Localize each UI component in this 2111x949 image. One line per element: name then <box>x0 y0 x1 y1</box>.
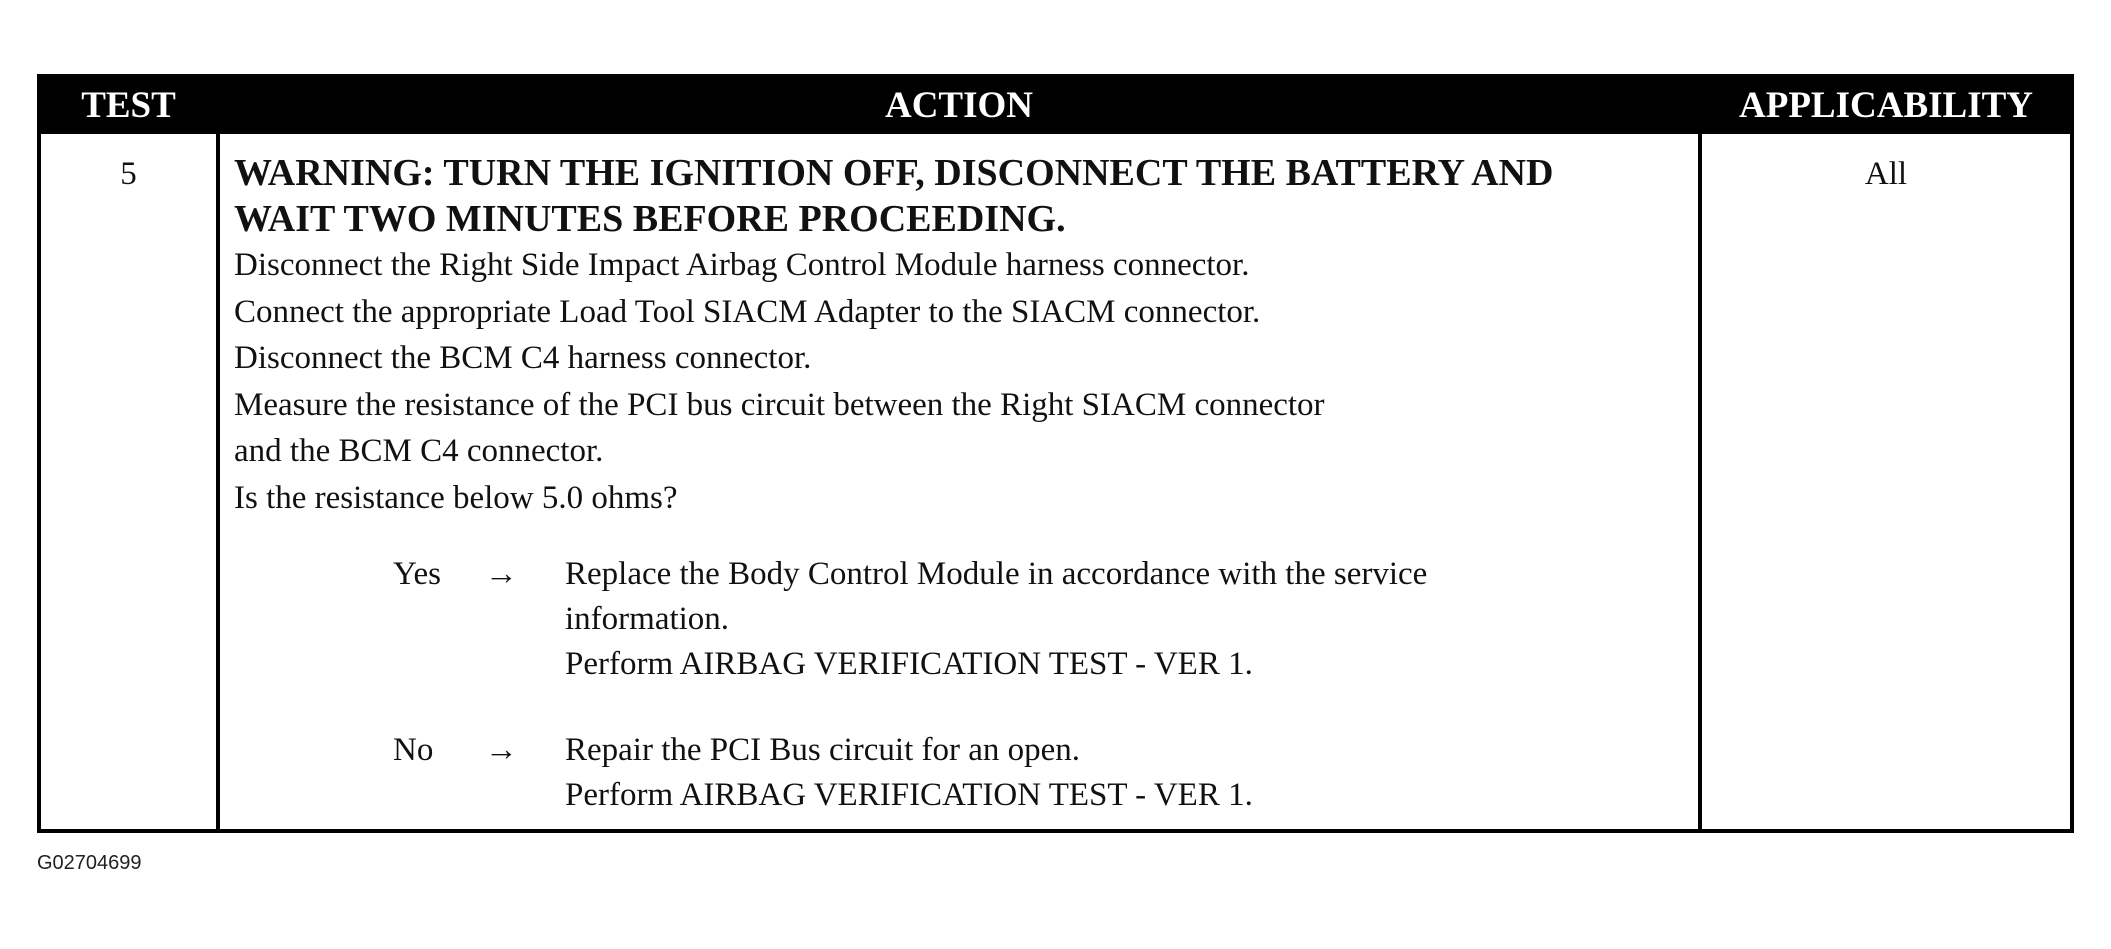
action-step: Disconnect the Right Side Impact Airbag Control Module harness connector. <box>234 247 1250 283</box>
result-line: Perform AIRBAG VERIFICATION TEST - VER 1. <box>565 646 1253 682</box>
result-no-text <box>565 728 1693 818</box>
right-arrow-icon: → <box>485 556 518 592</box>
result-yes-label: Yes <box>393 556 442 592</box>
applicability-value: All <box>1864 156 1908 192</box>
result-line: information. <box>565 601 730 637</box>
right-arrow-icon: → <box>485 732 518 768</box>
result-line: Replace the Body Control Module in accordance with the service <box>565 556 1428 592</box>
header-applicability: APPLICABILITY <box>1739 85 2033 126</box>
result-yes-text <box>565 552 1693 687</box>
column-divider <box>216 134 220 829</box>
header-test: TEST <box>81 85 176 126</box>
column-divider <box>1698 134 1702 829</box>
action-step: and the BCM C4 connector. <box>234 433 604 469</box>
action-step: Disconnect the BCM C4 harness connector. <box>234 340 812 376</box>
result-line: Repair the PCI Bus circuit for an open. <box>565 732 1081 768</box>
warning-text: WARNING: TURN THE IGNITION OFF, DISCONNECT THE BATTERY AND WAIT TWO MINUTES BEFORE PROCEEDING. <box>234 152 1554 240</box>
figure-id: G02704699 <box>37 852 142 874</box>
result-line: Perform AIRBAG VERIFICATION TEST - VER 1. <box>565 777 1253 813</box>
procedure-table <box>37 74 2074 833</box>
header-action: ACTION <box>884 85 1034 126</box>
result-no-label: No <box>393 732 434 768</box>
action-cell <box>234 150 1689 521</box>
test-number: 5 <box>120 156 137 192</box>
action-step: Measure the resistance of the PCI bus circuit between the Right SIACM connector <box>234 386 1325 423</box>
action-step: Connect the appropriate Load Tool SIACM Adapter to the SIACM connector. <box>234 293 1261 330</box>
table-header-row <box>41 78 2070 134</box>
action-question: Is the resistance below 5.0 ohms? <box>234 479 678 516</box>
